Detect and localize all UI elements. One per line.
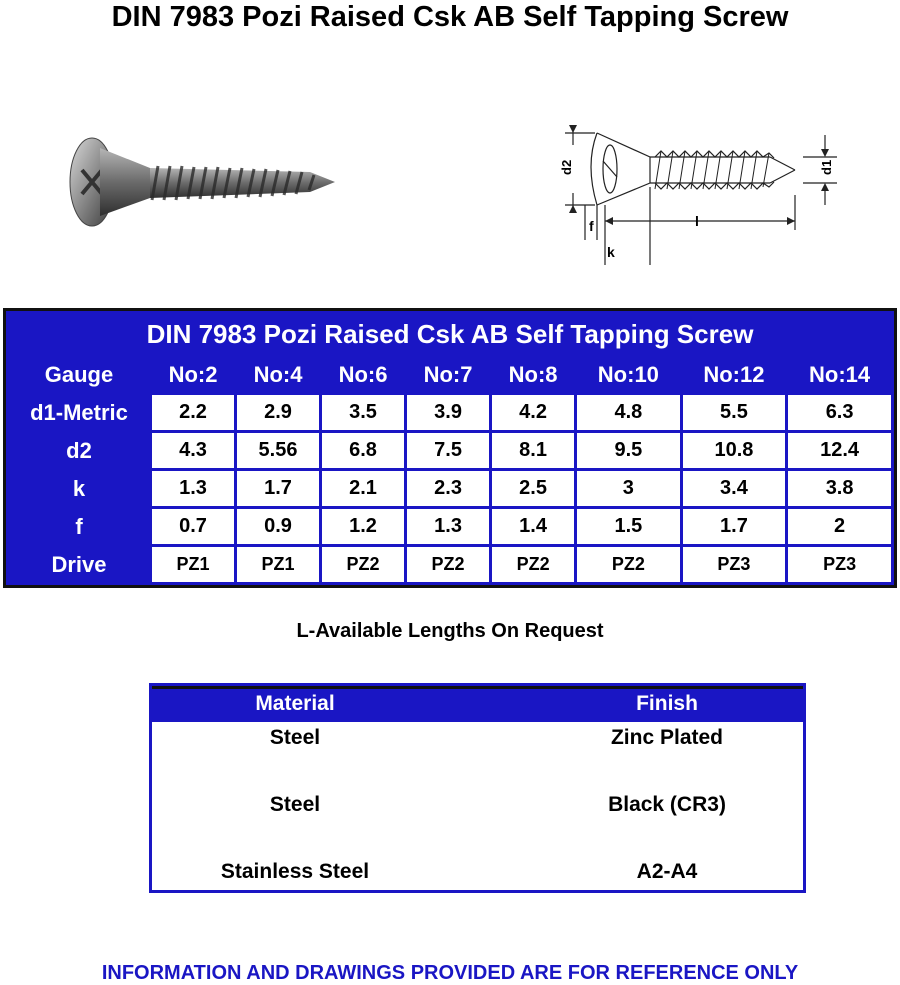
row-label: d2	[9, 433, 149, 468]
material-cell: Steel	[269, 726, 321, 749]
screw-photo	[60, 120, 335, 240]
table-row	[152, 793, 803, 823]
table-cell: 3.4	[683, 471, 786, 506]
table-row	[9, 395, 891, 430]
table-cell: 1.2	[322, 509, 404, 544]
k-label: k	[607, 244, 615, 260]
spec-table-caption: DIN 7983 Pozi Raised Csk AB Self Tapping Screw	[9, 314, 891, 354]
spec-table	[3, 308, 897, 588]
gauge-header-cell: No:12	[683, 357, 786, 392]
finish-header: Finish	[636, 692, 698, 715]
finish-cell: Zinc Plated	[610, 726, 724, 749]
lengths-note: L-Available Lengths On Request	[296, 620, 604, 642]
table-cell: PZ3	[683, 547, 786, 582]
row-label: k	[9, 471, 149, 506]
table-cell: 6.3	[788, 395, 891, 430]
d2-label: d2	[559, 159, 574, 175]
table-cell: 9.5	[577, 433, 680, 468]
table-cell: 2.5	[492, 471, 574, 506]
l-label: l	[695, 213, 699, 229]
disclaimer: INFORMATION AND DRAWINGS PROVIDED ARE FOR REFERENCE ONLY	[101, 962, 799, 984]
material-table-header	[152, 686, 803, 722]
table-cell: 2.2	[152, 395, 234, 430]
table-cell: 8.1	[492, 433, 574, 468]
row-label: f	[9, 509, 149, 544]
table-cell: 5.5	[683, 395, 786, 430]
table-cell: PZ1	[237, 547, 319, 582]
material-cell: Stainless Steel	[220, 860, 370, 883]
table-cell: 3.8	[788, 471, 891, 506]
table-cell: PZ2	[492, 547, 574, 582]
table-cell: 1.7	[683, 509, 786, 544]
finish-cell: Black (CR3)	[608, 793, 726, 816]
table-cell: 1.3	[152, 471, 234, 506]
table-cell: 7.5	[407, 433, 489, 468]
table-cell: 2.3	[407, 471, 489, 506]
gauge-header-cell: No:2	[152, 357, 234, 392]
page-title: DIN 7983 Pozi Raised Csk AB Self Tapping Screw	[111, 1, 789, 33]
table-cell: 1.4	[492, 509, 574, 544]
table-cell: 0.9	[237, 509, 319, 544]
table-cell: 4.3	[152, 433, 234, 468]
table-cell: PZ2	[407, 547, 489, 582]
gauge-header-label: Gauge	[9, 357, 149, 392]
table-cell: PZ3	[788, 547, 891, 582]
row-label: Drive	[9, 547, 149, 582]
table-cell: PZ2	[322, 547, 404, 582]
material-table	[149, 683, 806, 893]
gauge-header-row	[9, 357, 891, 392]
table-cell: 2	[788, 509, 891, 544]
table-cell: PZ1	[152, 547, 234, 582]
table-cell: 1.7	[237, 471, 319, 506]
table-cell: 3	[577, 471, 680, 506]
table-cell: 2.1	[322, 471, 404, 506]
table-cell: 1.5	[577, 509, 680, 544]
table-cell: 10.8	[683, 433, 786, 468]
f-label: f	[589, 218, 594, 234]
material-cell: Steel	[269, 793, 321, 816]
table-row	[9, 509, 891, 544]
table-cell: 1.3	[407, 509, 489, 544]
table-cell: 5.56	[237, 433, 319, 468]
d1-label: d1	[819, 159, 834, 175]
table-cell: 0.7	[152, 509, 234, 544]
gauge-header-cell: No:6	[322, 357, 404, 392]
table-row	[152, 860, 803, 890]
gauge-header-cell: No:4	[237, 357, 319, 392]
row-label: d1-Metric	[9, 395, 149, 430]
table-row	[9, 433, 891, 468]
table-cell: 3.5	[322, 395, 404, 430]
table-cell: PZ2	[577, 547, 680, 582]
table-cell: 4.8	[577, 395, 680, 430]
table-row	[9, 547, 891, 582]
gauge-header-cell: No:10	[577, 357, 680, 392]
table-cell: 4.2	[492, 395, 574, 430]
screw-technical-drawing	[555, 105, 845, 275]
table-cell: 2.9	[237, 395, 319, 430]
gauge-header-cell: No:8	[492, 357, 574, 392]
table-cell: 6.8	[322, 433, 404, 468]
gauge-header-cell: No:14	[788, 357, 891, 392]
table-row	[152, 726, 803, 756]
table-row	[9, 471, 891, 506]
finish-cell: A2-A4	[636, 860, 698, 883]
table-cell: 3.9	[407, 395, 489, 430]
material-header: Material	[255, 692, 335, 715]
gauge-header-cell: No:7	[407, 357, 489, 392]
table-cell: 12.4	[788, 433, 891, 468]
